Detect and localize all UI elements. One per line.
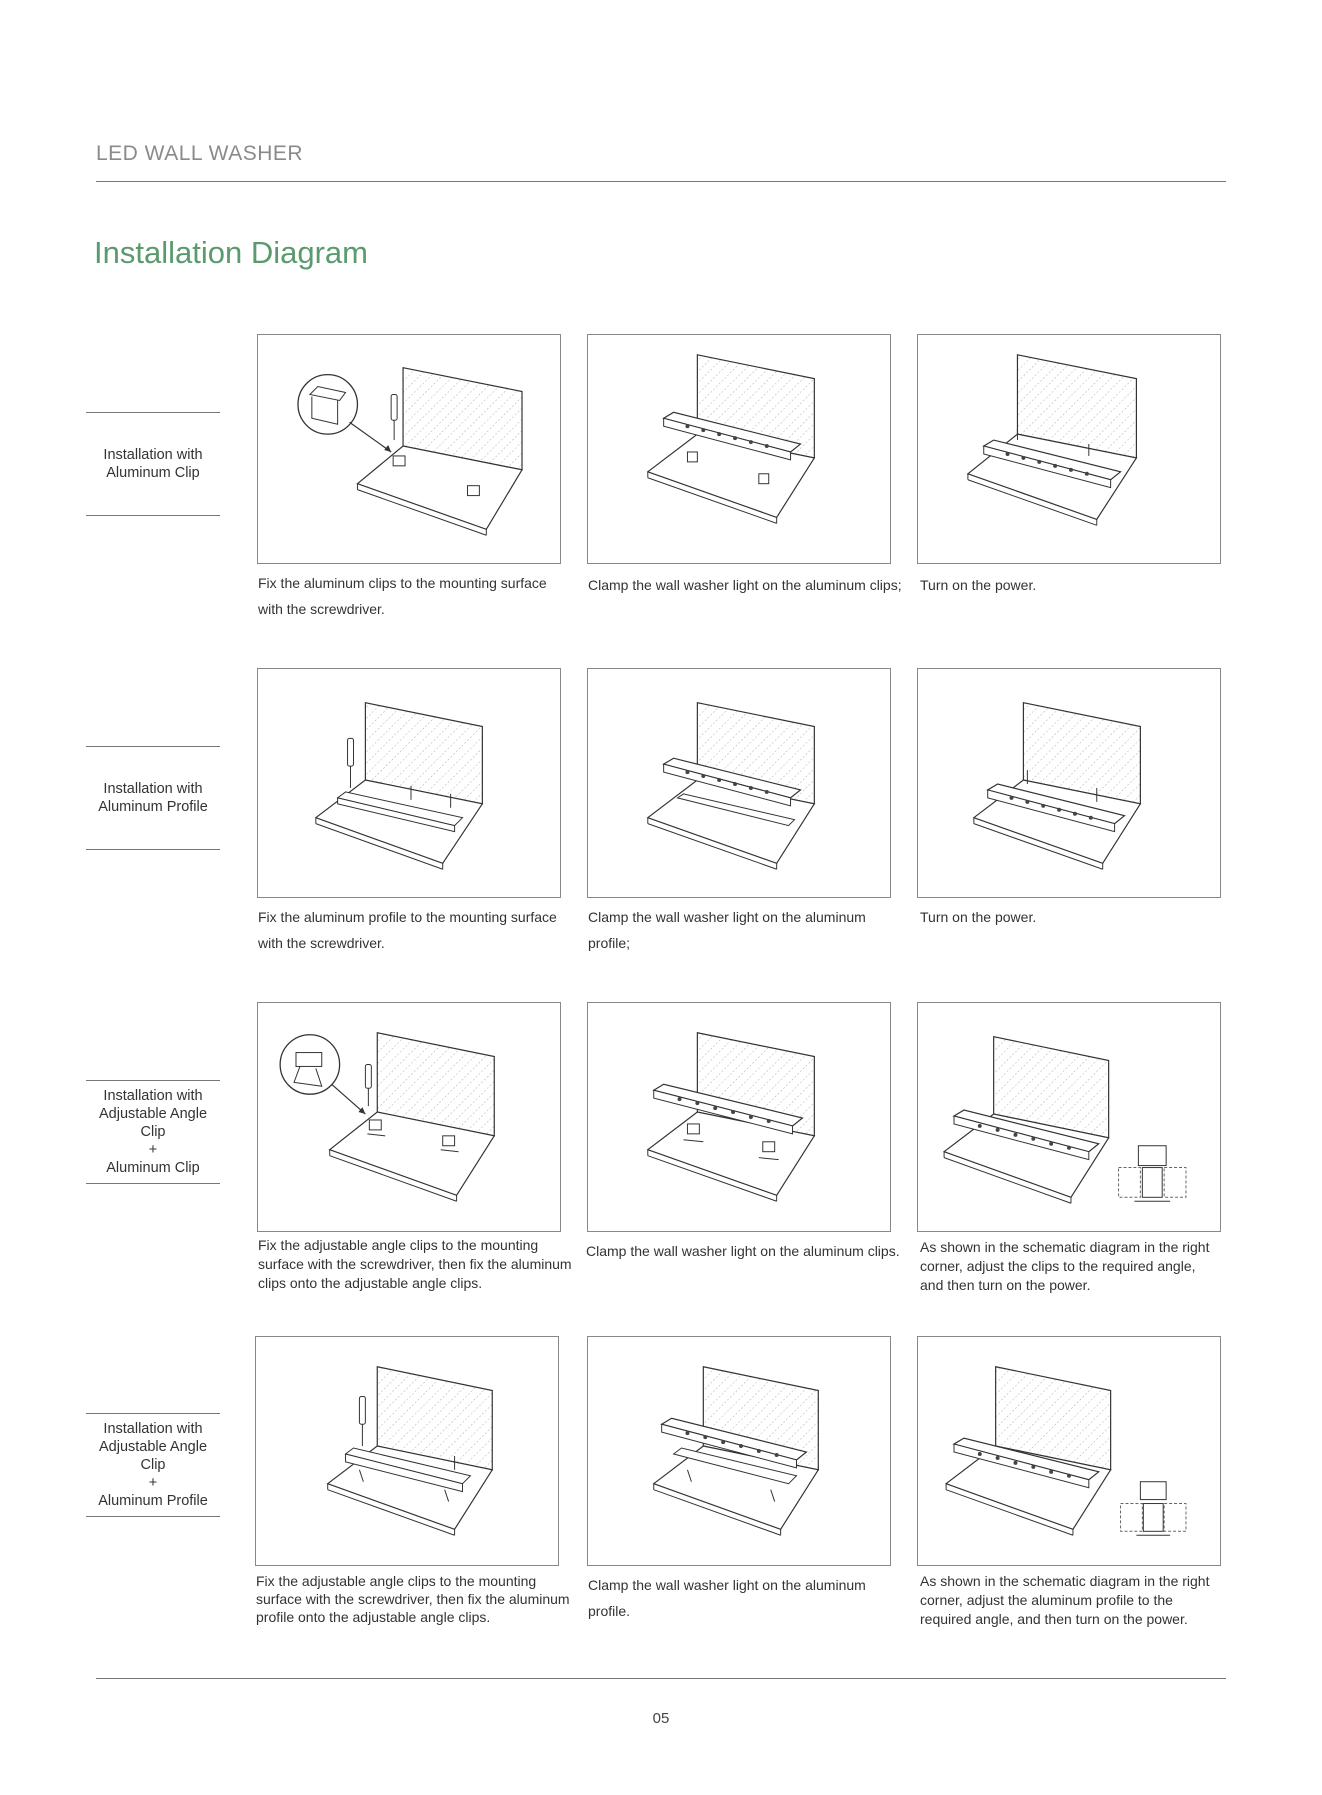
diagram-angleclip-step3	[917, 1002, 1221, 1232]
caption-clip-step1: Fix the aluminum clips to the mounting surface with the screwdriver.	[258, 575, 547, 617]
document-header-title: LED WALL WASHER	[96, 142, 304, 165]
row-label-aluminum-clip: Installation with Aluminum Clip	[86, 412, 220, 516]
diagram-clip-step3	[917, 334, 1221, 564]
caption-angleclip-step3: As shown in the schematic diagram in the right corner, adjust the clips to the required angle, and then turn on the power.	[920, 1239, 1210, 1293]
footer-divider	[96, 1678, 1226, 1679]
caption-profile-step1: Fix the aluminum profile to the mounting surface with the screwdriver.	[258, 909, 557, 951]
caption-angleprofile-step2: Clamp the wall washer light on the aluminum profile.	[588, 1577, 866, 1619]
caption-clip-step3: Turn on the power.	[920, 577, 1037, 593]
diagram-profile-step1	[257, 668, 561, 898]
diagram-profile-step2	[587, 668, 891, 898]
header-divider	[96, 181, 1226, 182]
diagram-angleclip-step2	[587, 1002, 891, 1232]
diagram-angleprofile-step3	[917, 1336, 1221, 1566]
row-label-angle-clip-aluminum-clip: Installation with Adjustable Angle Clip + Aluminum Clip	[86, 1080, 220, 1184]
diagram-clip-step2	[587, 334, 891, 564]
caption-angleprofile-step3: As shown in the schematic diagram in the right corner, adjust the aluminum profile to the required angle, and then turn on the power.	[920, 1573, 1210, 1627]
row-label-angle-clip-aluminum-profile: Installation with Adjustable Angle Clip + Aluminum Profile	[86, 1413, 220, 1517]
diagram-angleclip-step1	[257, 1002, 561, 1232]
caption-angleprofile-step1: Fix the adjustable angle clips to the mounting surface with the screwdriver, then fix the aluminum profile onto the adjustable angle clips.	[256, 1573, 570, 1625]
caption-angleclip-step2: Clamp the wall washer light on the aluminum clips.	[586, 1243, 900, 1259]
caption-clip-step2: Clamp the wall washer light on the aluminum clips;	[588, 577, 902, 593]
section-title: Installation Diagram	[94, 235, 368, 270]
caption-profile-step2: Clamp the wall washer light on the aluminum profile;	[588, 909, 866, 951]
diagram-profile-step3	[917, 668, 1221, 898]
row-label-aluminum-profile: Installation with Aluminum Profile	[86, 746, 220, 850]
caption-angleclip-step1: Fix the adjustable angle clips to the mounting surface with the screwdriver, then fix the aluminum clips onto the adjustable angle clips.	[258, 1237, 572, 1291]
page-number: 05	[652, 1710, 670, 1727]
diagram-angleprofile-step2	[587, 1336, 891, 1566]
caption-profile-step3: Turn on the power.	[920, 909, 1037, 925]
diagram-clip-step1	[257, 334, 561, 564]
diagram-angleprofile-step1	[255, 1336, 559, 1566]
